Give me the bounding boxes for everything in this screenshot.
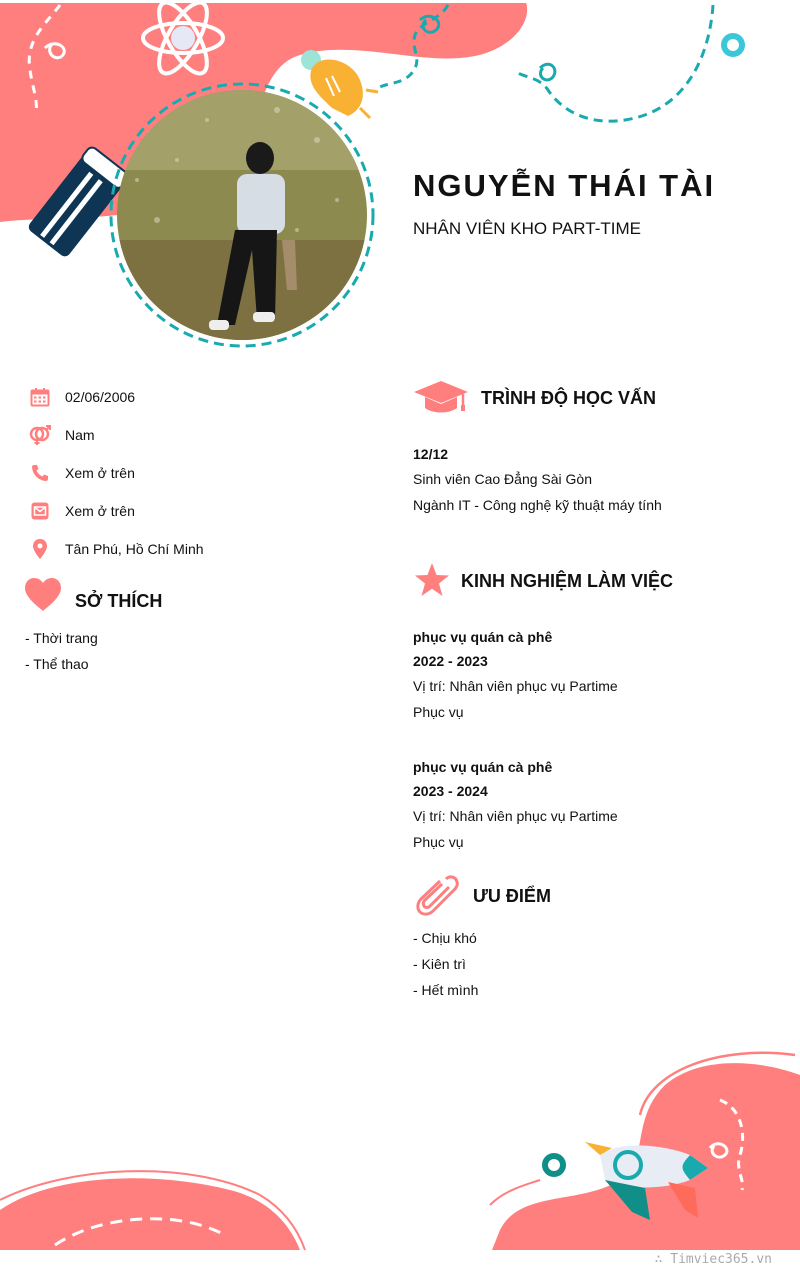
calendar-icon	[28, 385, 52, 409]
birthdate-text: 02/06/2006	[65, 389, 136, 405]
strengths-title: ƯU ĐIỂM	[473, 886, 551, 906]
contact-info	[28, 0, 328, 600]
education-title: TRÌNH ĐỘ HỌC VẤN	[481, 388, 656, 408]
phone-icon	[28, 461, 52, 485]
experience-period: 2022 - 2023	[413, 653, 488, 669]
footer-decoration	[0, 1040, 800, 1275]
experience-company: phục vụ quán cà phê	[413, 629, 553, 645]
hobbies-title: SỞ THÍCH	[75, 591, 163, 611]
address-text: Tân Phú, Hồ Chí Minh	[65, 541, 204, 557]
watermark: ∴ Timviec365.vn	[654, 1252, 772, 1267]
address-row	[28, 537, 204, 561]
hobby-item: - Thời trang	[25, 630, 98, 646]
strength-item: - Hết mình	[413, 982, 479, 998]
experience-title: KINH NGHIỆM LÀM VIỆC	[461, 571, 674, 591]
candidate-name: NGUYỄN THÁI TÀI	[413, 168, 716, 203]
graduation-cap-icon	[413, 380, 469, 419]
phone-row	[28, 461, 135, 485]
experience-description: Phục vụ	[413, 704, 464, 720]
gender-text: Nam	[65, 427, 95, 443]
education-major: Ngành IT - Công nghệ kỹ thuật máy tính	[413, 497, 662, 513]
heart-icon	[24, 578, 62, 617]
education-school: Sinh viên Cao Đẳng Sài Gòn	[413, 471, 592, 487]
email-row	[28, 499, 135, 523]
gender-icon	[28, 423, 52, 447]
experience-description: Phục vụ	[413, 834, 464, 850]
birthdate-row	[28, 385, 136, 409]
star-icon	[414, 563, 450, 602]
mail-icon	[28, 499, 52, 523]
phone-text: Xem ở trên	[65, 465, 135, 481]
location-pin-icon	[28, 537, 52, 561]
hobby-item: - Thể thao	[25, 656, 89, 672]
experience-company: phục vụ quán cà phê	[413, 759, 553, 775]
strength-item: - Chịu khó	[413, 930, 477, 946]
experience-position: Vị trí: Nhân viên phục vụ Partime	[413, 808, 618, 824]
experience-period: 2023 - 2024	[413, 783, 488, 799]
email-text: Xem ở trên	[65, 503, 135, 519]
strength-item: - Kiên trì	[413, 956, 466, 972]
experience-position: Vị trí: Nhân viên phục vụ Partime	[413, 678, 618, 694]
gender-row	[28, 423, 95, 447]
job-title: NHÂN VIÊN KHO PART-TIME	[413, 219, 641, 238]
education-grade: 12/12	[413, 446, 449, 462]
paperclip-icon	[416, 875, 460, 922]
